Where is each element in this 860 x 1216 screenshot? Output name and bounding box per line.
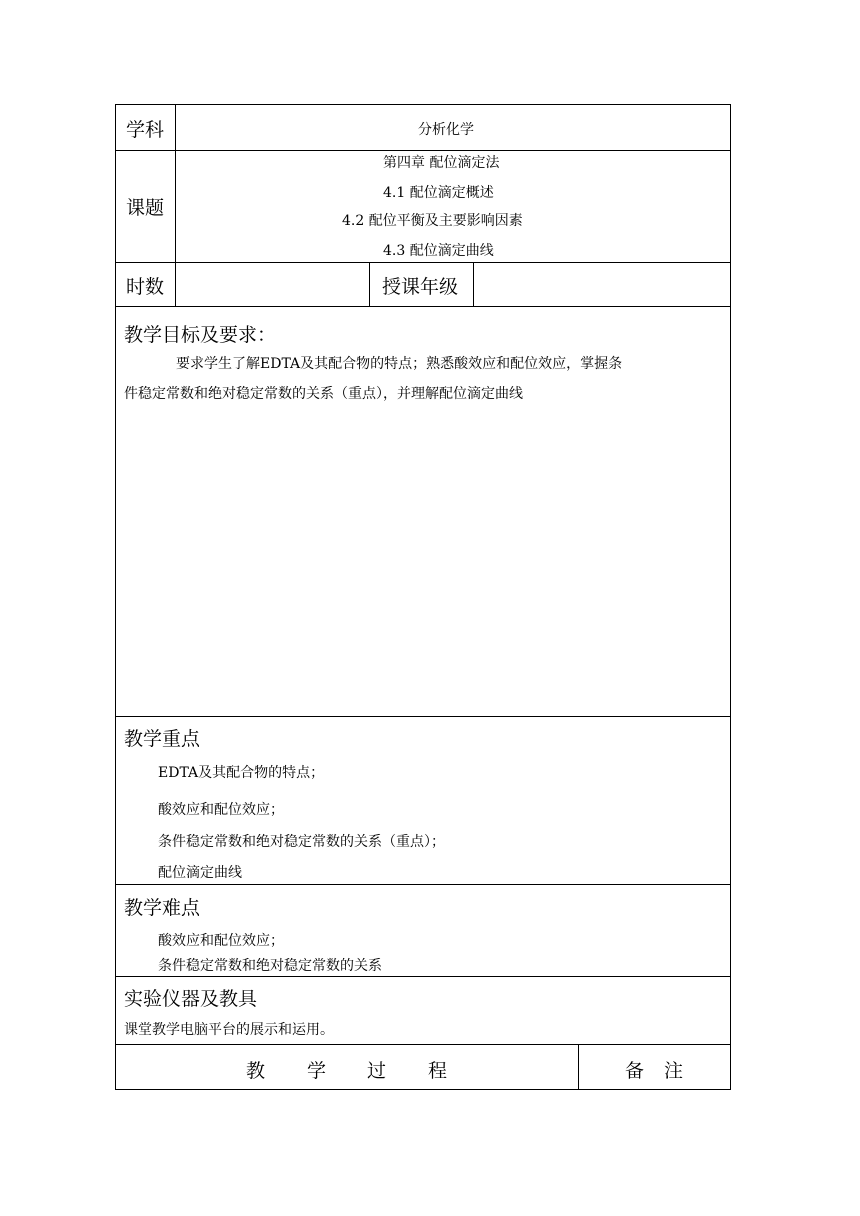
row-divider [115, 306, 731, 307]
process-char: 过 [367, 1060, 387, 1082]
remarks-char: 备 [625, 1060, 645, 1082]
row-divider [115, 262, 731, 263]
process-char: 教 [246, 1060, 266, 1082]
equipment-label: 实验仪器及教具 [124, 988, 258, 1010]
column-divider [578, 1044, 579, 1090]
column-divider [175, 104, 176, 306]
topic-line: 4.3 配位滴定曲线 [383, 243, 494, 259]
subject-value: 分析化学 [418, 122, 474, 138]
key-points-label: 教学重点 [124, 728, 201, 750]
hours-label: 时数 [126, 276, 165, 298]
row-divider [115, 150, 731, 151]
objectives-line: 要求学生了解EDTA及其配合物的特点；熟悉酸效应和配位效应，掌握条 [176, 356, 623, 372]
column-divider [473, 262, 474, 306]
key-point-item: EDTA及其配合物的特点； [158, 765, 325, 781]
process-char: 程 [428, 1060, 448, 1082]
difficulty-item: 条件稳定常数和绝对稳定常数的关系 [158, 958, 382, 974]
column-divider [369, 262, 370, 306]
equipment-text: 课堂教学电脑平台的展示和运用。 [124, 1022, 334, 1038]
process-char: 学 [307, 1060, 327, 1082]
subject-label: 学科 [126, 119, 165, 141]
difficulty-item: 酸效应和配位效应； [158, 933, 284, 949]
grade-label: 授课年级 [382, 276, 459, 298]
row-divider [115, 1044, 731, 1045]
objectives-line: 件稳定常数和绝对稳定常数的关系（重点），并理解配位滴定曲线 [124, 386, 523, 402]
key-point-item: 酸效应和配位效应； [158, 802, 284, 818]
key-point-item: 配位滴定曲线 [158, 865, 242, 881]
objectives-label: 教学目标及要求： [124, 324, 277, 346]
row-divider [115, 976, 731, 977]
difficulties-label: 教学难点 [124, 897, 201, 919]
row-divider [115, 716, 731, 717]
topic-line: 4.1 配位滴定概述 [383, 185, 494, 201]
topic-line: 4.2 配位平衡及主要影响因素 [342, 213, 523, 229]
topic-line: 第四章 配位滴定法 [383, 155, 500, 171]
topic-label: 课题 [126, 197, 165, 219]
remarks-char: 注 [664, 1060, 684, 1082]
key-point-item: 条件稳定常数和绝对稳定常数的关系（重点）； [158, 834, 445, 850]
row-divider [115, 884, 731, 885]
